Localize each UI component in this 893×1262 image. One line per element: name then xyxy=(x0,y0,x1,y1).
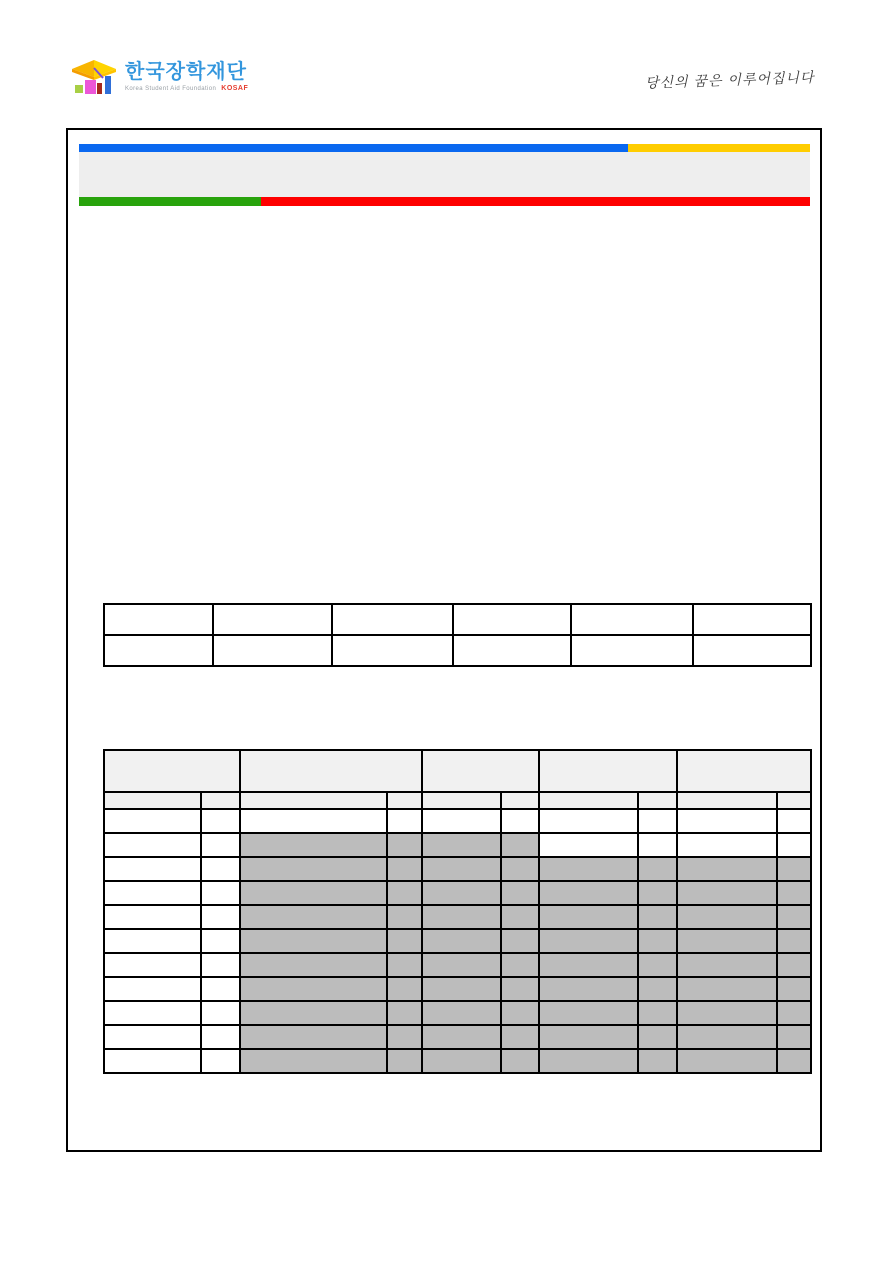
top-rule xyxy=(79,144,810,152)
main-table-shaded-cell xyxy=(638,1025,676,1049)
main-table-shaded-cell xyxy=(501,977,538,1001)
main-table-shaded-cell xyxy=(387,929,422,953)
main-table-cell xyxy=(201,809,241,833)
main-table-shaded-cell xyxy=(387,953,422,977)
kosaf-logo xyxy=(70,56,248,100)
main-table-cell xyxy=(638,809,676,833)
main-table-cell xyxy=(104,977,201,1001)
main-table-shaded-cell xyxy=(422,1001,501,1025)
main-table-cell xyxy=(104,1025,201,1049)
main-table-cell xyxy=(201,1001,241,1025)
logo-text xyxy=(125,62,248,92)
info-table-cell xyxy=(104,635,213,666)
main-table-shaded-cell xyxy=(677,1001,777,1025)
main-table-cell xyxy=(104,953,201,977)
main-table-cell xyxy=(201,833,241,857)
main-table-shaded-cell xyxy=(777,881,811,905)
main-table-shaded-cell xyxy=(777,1049,811,1073)
main-table-shaded-cell xyxy=(677,953,777,977)
main-table-shaded-cell xyxy=(501,833,538,857)
main-table-shaded-cell xyxy=(422,905,501,929)
info-table-cell xyxy=(693,635,811,666)
main-table-cell xyxy=(201,905,241,929)
main-table-shaded-cell xyxy=(638,977,676,1001)
document-border-box xyxy=(66,128,822,1152)
main-table-cell xyxy=(104,1001,201,1025)
main-table-shaded-cell xyxy=(677,857,777,881)
main-table-shaded-cell xyxy=(677,1049,777,1073)
main-table-shaded-cell xyxy=(677,881,777,905)
title-band xyxy=(79,152,810,197)
main-table-shaded-cell xyxy=(240,953,387,977)
main-table-header-group-cell xyxy=(104,750,240,792)
main-table-shaded-cell xyxy=(539,905,639,929)
info-table-cell xyxy=(453,635,571,666)
main-table-shaded-cell xyxy=(677,929,777,953)
main-table-shaded-cell xyxy=(501,1001,538,1025)
main-table-shaded-cell xyxy=(387,905,422,929)
main-table-shaded-cell xyxy=(240,1025,387,1049)
title-block xyxy=(79,144,810,206)
org-abbreviation: KOSAF xyxy=(221,85,249,92)
bottom-rule xyxy=(79,197,810,206)
info-table-cell xyxy=(571,635,693,666)
main-table-cell xyxy=(201,857,241,881)
main-table-cell xyxy=(422,809,501,833)
main-table-shaded-cell xyxy=(539,953,639,977)
org-name-english: Korea Student Aid Foundation xyxy=(125,86,217,92)
main-table-shaded-cell xyxy=(387,1049,422,1073)
main-table-shaded-cell xyxy=(422,929,501,953)
main-table-header-cell xyxy=(240,792,387,809)
main-table-shaded-cell xyxy=(677,1025,777,1049)
main-table-shaded-cell xyxy=(387,857,422,881)
main-table-header-group-cell xyxy=(539,750,677,792)
main-table-cell xyxy=(539,809,639,833)
main-table-shaded-cell xyxy=(539,1025,639,1049)
main-table-shaded-cell xyxy=(638,953,676,977)
info-table-cell xyxy=(104,604,213,635)
main-table-header-cell xyxy=(387,792,422,809)
main-table-shaded-cell xyxy=(501,857,538,881)
main-table-shaded-cell xyxy=(539,1049,639,1073)
main-table-header-group-cell xyxy=(422,750,539,792)
main-table-header-group-cell xyxy=(677,750,811,792)
main-table-shaded-cell xyxy=(240,881,387,905)
info-table-cell xyxy=(332,604,452,635)
main-table-cell xyxy=(387,809,422,833)
main-table-shaded-cell xyxy=(422,953,501,977)
main-table-shaded-cell xyxy=(777,929,811,953)
main-table-shaded-cell xyxy=(777,857,811,881)
main-table-cell xyxy=(201,1025,241,1049)
info-table-cell xyxy=(453,604,571,635)
main-table-cell xyxy=(201,953,241,977)
main-table-shaded-cell xyxy=(422,977,501,1001)
main-table-header-cell xyxy=(422,792,501,809)
top-rule-blue-bar xyxy=(79,144,628,152)
info-table-cell xyxy=(693,604,811,635)
info-table-cell xyxy=(213,604,332,635)
bottom-rule-green-bar xyxy=(79,197,261,206)
main-table-shaded-cell xyxy=(501,1049,538,1073)
main-table-shaded-cell xyxy=(539,857,639,881)
main-table-header-cell xyxy=(539,792,639,809)
main-table-cell xyxy=(201,977,241,1001)
main-table-shaded-cell xyxy=(777,905,811,929)
info-table xyxy=(103,603,812,667)
main-table-shaded-cell xyxy=(638,905,676,929)
info-table-cell xyxy=(332,635,452,666)
main-table-shaded-cell xyxy=(638,929,676,953)
main-table-cell xyxy=(104,881,201,905)
main-table-cell xyxy=(638,833,676,857)
main-table-shaded-cell xyxy=(387,881,422,905)
graduation-cap-icon xyxy=(70,56,118,100)
org-subline xyxy=(125,85,248,92)
main-table-shaded-cell xyxy=(777,1001,811,1025)
main-table-cell xyxy=(677,833,777,857)
main-table-shaded-cell xyxy=(677,977,777,1001)
main-table-shaded-cell xyxy=(240,1001,387,1025)
main-table-shaded-cell xyxy=(387,1001,422,1025)
main-table-shaded-cell xyxy=(387,977,422,1001)
main-table-shaded-cell xyxy=(387,1025,422,1049)
main-table-shaded-cell xyxy=(777,1025,811,1049)
main-table-shaded-cell xyxy=(240,977,387,1001)
main-table-shaded-cell xyxy=(501,953,538,977)
main-table-shaded-cell xyxy=(677,905,777,929)
main-table-cell xyxy=(201,1049,241,1073)
main-table-shaded-cell xyxy=(539,977,639,1001)
main-table-shaded-cell xyxy=(387,833,422,857)
info-table-cell xyxy=(213,635,332,666)
main-table-shaded-cell xyxy=(240,929,387,953)
main-table-cell xyxy=(677,809,777,833)
main-table-shaded-cell xyxy=(422,1049,501,1073)
main-table-cell xyxy=(201,929,241,953)
main-table-header-group-cell xyxy=(240,750,422,792)
main-table-cell xyxy=(104,809,201,833)
main-table-header-cell xyxy=(638,792,676,809)
main-table-cell xyxy=(104,833,201,857)
main-table-shaded-cell xyxy=(777,977,811,1001)
main-table-cell xyxy=(104,857,201,881)
main-table-shaded-cell xyxy=(240,1049,387,1073)
main-table-cell xyxy=(240,809,387,833)
main-table-cell xyxy=(539,833,639,857)
top-rule-yellow-bar xyxy=(628,144,810,152)
main-table-shaded-cell xyxy=(501,881,538,905)
main-table-shaded-cell xyxy=(638,1049,676,1073)
schedule-table xyxy=(103,749,812,1074)
main-table-shaded-cell xyxy=(501,1025,538,1049)
main-table-shaded-cell xyxy=(422,857,501,881)
main-table-header-cell xyxy=(104,792,201,809)
main-table-shaded-cell xyxy=(539,881,639,905)
main-table-shaded-cell xyxy=(240,857,387,881)
main-table-shaded-cell xyxy=(638,881,676,905)
main-table-header-cell xyxy=(677,792,777,809)
bottom-rule-red-bar xyxy=(261,197,810,206)
main-table-shaded-cell xyxy=(539,1001,639,1025)
main-table-cell xyxy=(501,809,538,833)
main-table-header-cell xyxy=(777,792,811,809)
main-table-cell xyxy=(104,929,201,953)
main-table-cell xyxy=(777,809,811,833)
main-table-shaded-cell xyxy=(422,833,501,857)
main-table-cell xyxy=(777,833,811,857)
main-table-cell xyxy=(201,881,241,905)
main-table-cell xyxy=(104,1049,201,1073)
main-table-shaded-cell xyxy=(638,1001,676,1025)
slogan-text: 당신의 꿈은 이루어집니다 xyxy=(644,68,815,91)
main-table-shaded-cell xyxy=(777,953,811,977)
main-table-shaded-cell xyxy=(539,929,639,953)
info-table-cell xyxy=(571,604,693,635)
main-table-shaded-cell xyxy=(638,857,676,881)
main-table-shaded-cell xyxy=(501,905,538,929)
main-table-header-cell xyxy=(201,792,241,809)
main-table-shaded-cell xyxy=(422,881,501,905)
main-table-shaded-cell xyxy=(501,929,538,953)
main-table-cell xyxy=(104,905,201,929)
main-table-shaded-cell xyxy=(422,1025,501,1049)
org-name-korean: 한국장학재단 xyxy=(125,61,247,83)
main-table-header-cell xyxy=(501,792,538,809)
main-table-shaded-cell xyxy=(240,833,387,857)
main-table-shaded-cell xyxy=(240,905,387,929)
